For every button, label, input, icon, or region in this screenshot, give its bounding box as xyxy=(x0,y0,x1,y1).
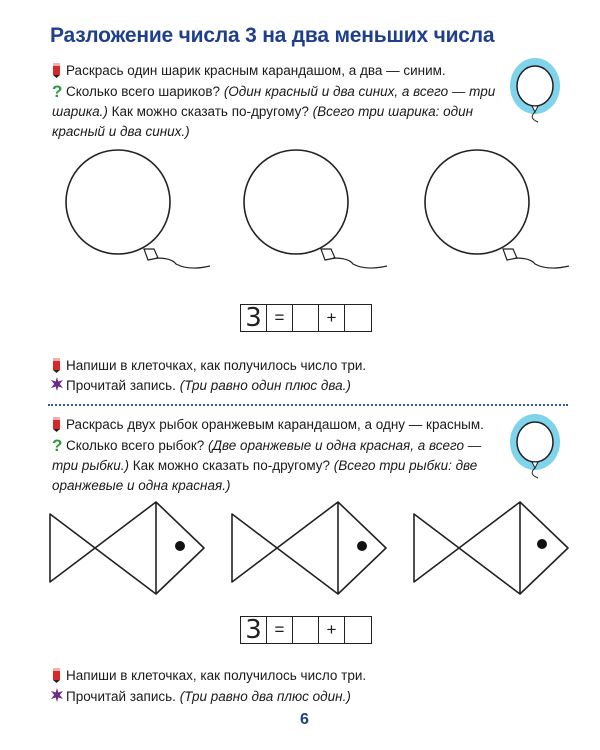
fish-outline[interactable] xyxy=(46,500,206,596)
question-balloons-line3: красный и два синих.) xyxy=(52,124,190,139)
answer-cell[interactable] xyxy=(345,305,371,331)
plus-sign: + xyxy=(319,617,345,643)
question-fish-line3: оранжевые и одна красная.) xyxy=(52,478,231,493)
page-title: Разложение числа 3 на два меньших числа xyxy=(50,24,495,47)
question-balloons-line1: Сколько всего шариков? (Один красный и два синих, а всего — три xyxy=(66,84,496,99)
instruction-write-2: Напиши в клеточках, как получилось число три. xyxy=(66,668,367,683)
equals-sign: = xyxy=(267,305,293,331)
page-number: 6 xyxy=(300,711,309,728)
balloon-outline[interactable] xyxy=(423,146,573,276)
answer-cell[interactable] xyxy=(293,305,319,331)
question-icon: ? xyxy=(52,436,63,455)
instruction-read-2: Прочитай запись. (Три равно два плюс один.) xyxy=(66,689,351,704)
plus-sign: + xyxy=(319,305,345,331)
answer-cell[interactable] xyxy=(293,617,319,643)
fish-outline[interactable] xyxy=(228,500,388,596)
star-icon xyxy=(50,688,64,702)
pencil-icon xyxy=(52,417,61,432)
pencil-icon xyxy=(52,358,61,373)
answer-cell[interactable] xyxy=(345,617,371,643)
fish-outline[interactable] xyxy=(410,500,570,596)
equals-sign: = xyxy=(267,617,293,643)
pencil-icon xyxy=(52,63,61,78)
instruction-color-balloons: Раскрась один шарик красным карандашом, а два — синим. xyxy=(66,63,446,78)
equation-boxes xyxy=(240,304,372,332)
equation-boxes xyxy=(240,616,372,644)
instruction-read-1: Прочитай запись. (Три равно один плюс два.) xyxy=(66,378,351,393)
instruction-color-fish: Раскрась двух рыбок оранжевым карандашом, а одну — красным. xyxy=(66,417,484,432)
star-icon xyxy=(50,377,64,391)
balloon-outline[interactable] xyxy=(64,146,214,276)
question-fish-line2: три рыбки.) Как можно сказать по-другому? (Всего три рыбки: две xyxy=(52,458,478,473)
number-three: 3 xyxy=(241,617,267,643)
number-three: 3 xyxy=(241,305,267,331)
balloon-badge-icon xyxy=(508,412,562,482)
pencil-icon xyxy=(52,668,61,683)
section-divider xyxy=(48,404,568,406)
question-icon: ? xyxy=(52,82,63,101)
question-fish-line1: Сколько всего рыбок? (Две оранжевые и одна красная, а всего — xyxy=(66,438,482,453)
question-balloons-line2: шарика.) Как можно сказать по-другому? (Всего три шарика: один xyxy=(52,104,474,119)
instruction-write-1: Напиши в клеточках, как получилось число три. xyxy=(66,358,367,373)
balloon-outline[interactable] xyxy=(241,146,391,276)
balloon-badge-icon xyxy=(508,56,562,126)
